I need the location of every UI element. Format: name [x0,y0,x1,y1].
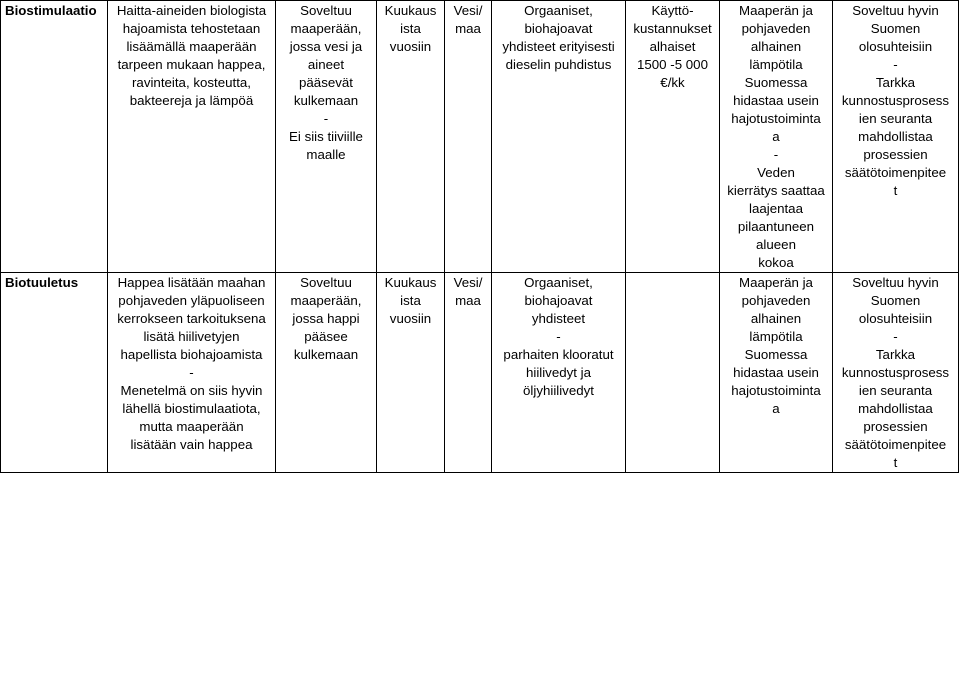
suitability-line: jossa happi [292,311,360,326]
applicability-line: Soveltuu hyvin [852,3,939,18]
suitability-line: maaperään, [290,21,362,36]
limitations-line: pilaantuneen [737,219,815,234]
limitations-line: a [772,129,780,144]
applicability-line: kunnostusprosess [841,93,950,108]
applicability-line: ien seuranta [858,111,933,126]
suitability-line: pääsee [304,329,348,344]
applicability-line: t [893,455,898,470]
table-row [1,1,959,273]
description-line: lisätä hiilivetyjen [143,329,240,344]
description-cell [108,1,276,273]
limitations-line: hajotustoiminta [731,383,821,398]
applicability-line: säätötoimenpitee [844,165,947,180]
duration-line: vuosiin [389,311,432,326]
medium-line: Vesi/ [453,3,483,18]
contaminants-line: dieselin puhdistus [505,57,612,72]
costs-cell [626,1,720,273]
contaminants-line: Orgaaniset, [524,275,593,290]
suitability-line: Soveltuu [300,3,352,18]
contaminants-line: hiilivedyt ja [525,365,592,380]
description-line: ravinteita, kosteutta, [132,75,251,90]
costs-line: 1500 -5 000 [637,57,708,72]
limitations-cell [720,273,833,473]
description-line: mutta maaperään [139,419,244,434]
suitability-line: - [323,111,329,126]
limitations-line: Suomessa [744,75,808,90]
duration-line: ista [400,293,421,308]
method-name-cell: Biostimulaatio [1,1,108,273]
description-line: - [189,365,194,380]
applicability-line: Tarkka [875,347,916,362]
limitations-line: kokoa [758,255,794,270]
suitability-line: aineet [307,57,345,72]
suitability-line: kulkemaan [293,347,359,362]
costs-cell [626,273,720,473]
applicability-line: Tarkka [875,75,916,90]
limitations-line: hajotustoiminta [731,111,821,126]
duration-cell [377,273,445,473]
suitability-line: maaperään, [290,293,362,308]
method-name-cell: Biotuuletus [1,273,108,473]
applicability-cell [833,1,959,273]
costs-line: Käyttö- [651,3,694,18]
limitations-line: lämpötila [749,57,803,72]
contaminants-line: yhdisteet [531,311,586,326]
limitations-line: hidastaa usein [733,93,819,108]
description-line: Happea lisätään maahan [117,275,266,290]
contaminants-line: biohajoavat [524,21,593,36]
limitations-line: lämpötila [749,329,803,344]
duration-line: vuosiin [389,39,432,54]
duration-line: Kuukaus [384,3,437,18]
limitations-line: a [772,401,780,416]
suitability-line: Soveltuu [300,275,352,290]
applicability-line: olosuhteisiin [858,39,933,54]
applicability-line: t [893,183,898,198]
applicability-line: olosuhteisiin [858,311,933,326]
limitations-line: Maaperän ja [739,275,813,290]
applicability-line: ien seuranta [858,383,933,398]
description-line: bakteereja ja lämpöä [129,93,254,108]
limitations-line: alhainen [750,311,802,326]
description-line: hapellista biohajoamista [120,347,263,362]
table-body [1,1,959,473]
contaminants-line: öljyhiilivedyt [523,383,594,398]
applicability-line: kunnostusprosess [841,365,950,380]
applicability-line: mahdollistaa [858,401,933,416]
applicability-line: Suomen [870,21,921,36]
suitability-line: pääsevät [299,75,353,90]
description-line: lisäämällä maaperään [126,39,257,54]
description-line: kerrokseen tarkoituksena [117,311,266,326]
suitability-line: jossa vesi ja [289,39,363,54]
contaminants-cell [492,273,626,473]
applicability-line: säätötoimenpitee [844,437,947,452]
description-line: hajoamista tehostetaan [122,21,261,36]
duration-line: ista [400,21,421,36]
limitations-line: - [773,147,779,162]
applicability-line: Soveltuu hyvin [852,275,939,290]
suitability-line: maalle [306,147,346,162]
contaminants-line: biohajoavat [524,293,593,308]
applicability-line: - [893,329,898,344]
limitations-line: kierrätys saattaa [727,183,825,198]
description-line: tarpeen mukaan happea, [117,57,266,72]
suitability-line: kulkemaan [293,93,359,108]
duration-line: Kuukaus [384,275,437,290]
applicability-line: prosessien [863,419,928,434]
medium-cell [445,1,492,273]
table-row [1,273,959,473]
contaminants-cell [492,1,626,273]
costs-line: alhaiset [649,39,696,54]
limitations-line: hidastaa usein [733,365,819,380]
limitations-line: pohjaveden [741,21,811,36]
duration-cell [377,1,445,273]
description-line: lähellä biostimulaatiota, [122,401,261,416]
medium-line: maa [455,21,481,36]
medium-line: maa [455,293,481,308]
description-line: Menetelmä on siis hyvin [120,383,263,398]
limitations-line: alhainen [750,39,802,54]
limitations-cell [720,1,833,273]
suitability-line: Ei siis tiiviille [289,129,363,144]
limitations-line: laajentaa [749,201,803,216]
applicability-line: mahdollistaa [858,129,933,144]
description-cell [108,273,276,473]
medium-cell [445,273,492,473]
applicability-line: Suomen [870,293,921,308]
medium-line: Vesi/ [453,275,483,290]
limitations-line: alueen [756,237,796,252]
contaminants-line: yhdisteet erityisesti [502,39,615,54]
limitations-line: Maaperän ja [739,3,813,18]
applicability-cell [833,273,959,473]
limitations-line: pohjaveden [741,293,811,308]
description-line: Haitta-aineiden biologista [116,3,267,18]
applicability-line: - [893,57,898,72]
contaminants-line: Orgaaniset, [524,3,593,18]
costs-line: €/kk [660,75,685,90]
suitability-cell [276,273,377,473]
costs-line: kustannukset [633,21,712,36]
applicability-line: prosessien [863,147,928,162]
description-line: lisätään vain happea [130,437,253,452]
description-line: pohjaveden yläpuoliseen [118,293,265,308]
suitability-cell [276,1,377,273]
limitations-line: Suomessa [744,347,808,362]
contaminants-line: - [556,329,561,344]
limitations-line: Veden [757,165,795,180]
contaminants-line: parhaiten klooratut [503,347,614,362]
